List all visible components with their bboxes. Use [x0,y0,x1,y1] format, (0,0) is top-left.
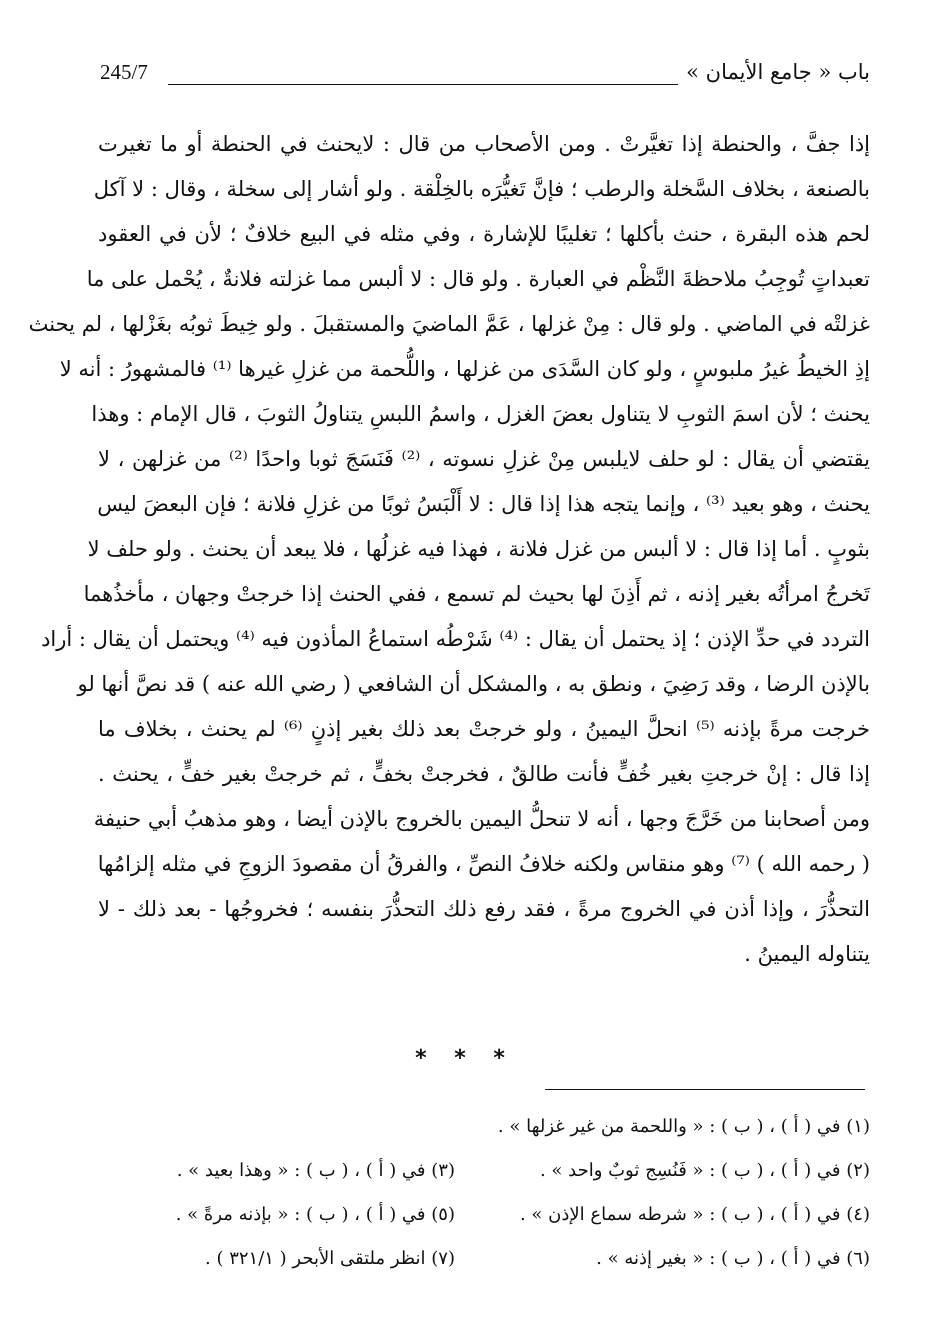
running-header [100,58,870,92]
text-line: تَخرجُ امرأتُه بغير إذنه ، ثم أَذِنَ لها بحيث لم تسمع ، ففي الحنث إذا خرجتْ وجهان ، مأخذُهما [83,582,870,606]
footnote: (٣) في ( أ ) ، ( ب ) : « وهذا بعيد » . [176,1160,455,1181]
text-line: التردد في حدِّ الإذن ؛ إذ يحتمل أن يقال : ⁽⁴⁾ شَرْطُه استماعُ المأذون فيه ⁽⁴⁾ ويحتمل أن يقال : أراد [41,627,870,651]
text-line: إذا قال : إنْ خرجتِ بغير خُفٍّ فأنت طالقٌ ، فخرجتْ بخفٍّ ، ثم خرجتْ بغير خفٍّ ، يحنث . [98,762,870,786]
footnote: (٢) في ( أ ) ، ( ب ) : « فَنُسِج ثوبٌ واحد » . [539,1160,870,1181]
text-line: بالصنعة ، بخلاف السَّخلة والرطب ؛ فإنَّ تَغيُّرَه بالخِلْقة . ولو أشار إلى سخلة ، وقال : لا آكل [93,177,870,201]
text-line: تعبداتٍ تُوجِبُ ملاحظةَ النَّظْم في العبارة . ولو قال : لا ألبس مما غزلته فلانةٌ ، يُحْمل على ما [86,267,870,291]
text-line: يتناوله اليمينُ . [744,942,870,966]
text-line: خرجت مرةً بإذنه ⁽⁵⁾ انحلَّ اليمينُ ، ولو خرجتْ بعد ذلك بغير إذنٍ ⁽⁶⁾ لم يحنث ، بخلاف ما [98,717,870,741]
text-line: يقتضي أن يقال : لو حلف لايلبس مِنْ غزلِ نسوته ، ⁽²⁾ فَنَسَجَ ثوبا واحدًا ⁽²⁾ من غزلهن ، لا [98,447,871,471]
footnote-rule [545,1089,865,1090]
text-line: غزلتْه في الماضي . ولو قال : مِنْ غزلها ، عَمَّ الماضيَ والمستقبلَ . ولو خِيطَ ثوبُه بغَزْلها ، لم يحنث [28,312,870,336]
footnote: (٧) انظر ملتقى الأبحر ( ٣٢١/١ ) . [205,1248,455,1269]
text-line: ( رحمه الله ) ⁽⁷⁾ وهو منقاس ولكنه خلافُ النصِّ ، والفرقُ أن مقصودَ الزوجِ في مثله إلزامُها [97,852,870,876]
section-separator: * * * [415,1046,515,1071]
text-line: يحنث ؛ لأن اسمَ الثوبِ لا يتناول بعضَ الغزل ، واسمُ اللبسِ يتناولُ الثوبَ ، قال الإمام : وهذا [91,402,870,426]
footnotes [100,1116,870,1292]
footnote: (٤) في ( أ ) ، ( ب ) : « شرطه سماع الإذن » . [519,1204,870,1225]
text-line: إذِ الخيطُ غيرُ ملبوسٍ ، ولو كان السَّدَى من غزلها ، واللُّحمة من غزلِ غيرها ⁽¹⁾ فالمشهورُ : أنه لا [59,357,870,381]
text-line: التحذُّرَ ، وإذا أذن في الخروج مرةً ، فقد رفع ذلك التحذُّرَ بنفسه ؛ فخروجُها - بعد ذلك - لا [98,897,870,921]
header-page-reference: 245/7 [100,60,148,84]
footnote-row [100,1116,870,1160]
footnote-row [100,1248,870,1292]
footnote: (٥) في ( أ ) ، ( ب ) : « بإذنه مرةً » . [175,1204,455,1225]
text-line: يحنث ، وهو بعيد ⁽³⁾ ، وإنما يتجه هذا إذا قال : لا أَلْبَسُ ثوبًا من غزلِ فلانة ؛ فإن البعضَ ليس [97,492,870,516]
text-line: بثوبٍ . أما إذا قال : لا ألبس من غزل فلانة ، فهذا فيه غزلُها ، فلا يبعد أن يحنث . ولو حلف لا [87,537,870,561]
text-line: لحم هذه البقرة ، حنث بأكلها ؛ تغليبًا للإشارة ، وفي مثله في البيع خلافٌ ؛ لأن في العقود [98,222,870,246]
header-rule [168,84,678,85]
text-line: ومن أصحابنا من خَرَّجَ وجها ، أنه لا تنحلُّ اليمين بالخروج بالإذن أيضا ، وهو مذهبُ أبي حنيفة [93,807,870,831]
footnote-row [100,1204,870,1248]
text-line: بالإذن الرضا ، وقد رَضِيَ ، ونطق به ، والمشكل أن الشافعي ( رضي الله عنه ) قد نصَّ أنها لو [77,672,870,696]
footnote: (١) في ( أ ) ، ( ب ) : « واللحمة من غير غزلها » . [497,1116,870,1137]
main-text [28,122,871,977]
footnote-row [100,1160,870,1204]
footnote: (٦) في ( أ ) ، ( ب ) : « بغير إذنه » . [596,1248,870,1269]
header-chapter-title: باب « جامع الأيمان » [686,60,870,84]
text-line: إذا جفَّ ، والحنطة إذا تغيَّرتْ . ومن الأصحاب من قال : لايحنث في الحنطة أو ما تغيرت [98,132,870,156]
